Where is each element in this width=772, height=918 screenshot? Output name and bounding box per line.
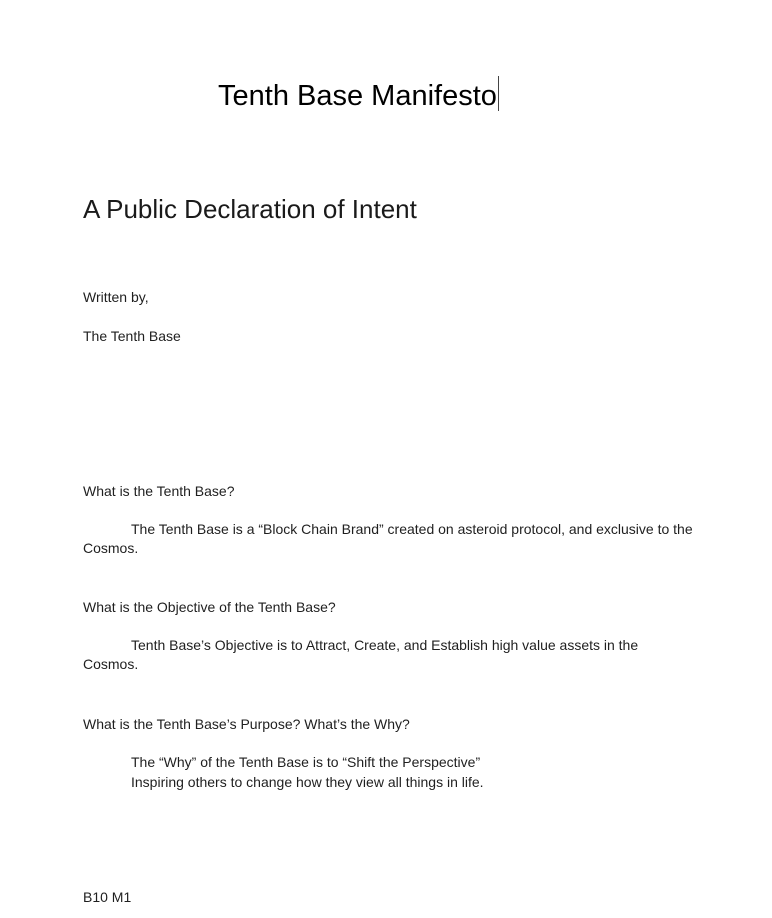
document-title: Tenth Base Manifesto [218, 80, 497, 112]
section-question-3: What is the Tenth Base’s Purpose? What’s the Why? [83, 716, 410, 732]
section-answer-3-line-1: The “Why” of the Tenth Base is to “Shift the Perspective” [131, 754, 481, 770]
text-cursor [498, 76, 499, 111]
author-name: The Tenth Base [83, 328, 181, 344]
section-question-1: What is the Tenth Base? [83, 483, 235, 499]
section-answer-3-line-2: Inspiring others to change how they view all things in life. [131, 774, 484, 790]
footer-code: B10 M1 [83, 889, 132, 905]
document-title-container [218, 76, 499, 113]
written-by-label: Written by, [83, 289, 149, 305]
section-question-2: What is the Objective of the Tenth Base? [83, 599, 336, 615]
section-answer-1: The Tenth Base is a “Block Chain Brand” created on asteroid protocol, and exclusive to the Cosmos. [83, 521, 693, 556]
document-subtitle: A Public Declaration of Intent [83, 194, 417, 224]
section-answer-2: Tenth Base’s Objective is to Attract, Create, and Establish high value assets in the Cosmos. [83, 637, 639, 672]
